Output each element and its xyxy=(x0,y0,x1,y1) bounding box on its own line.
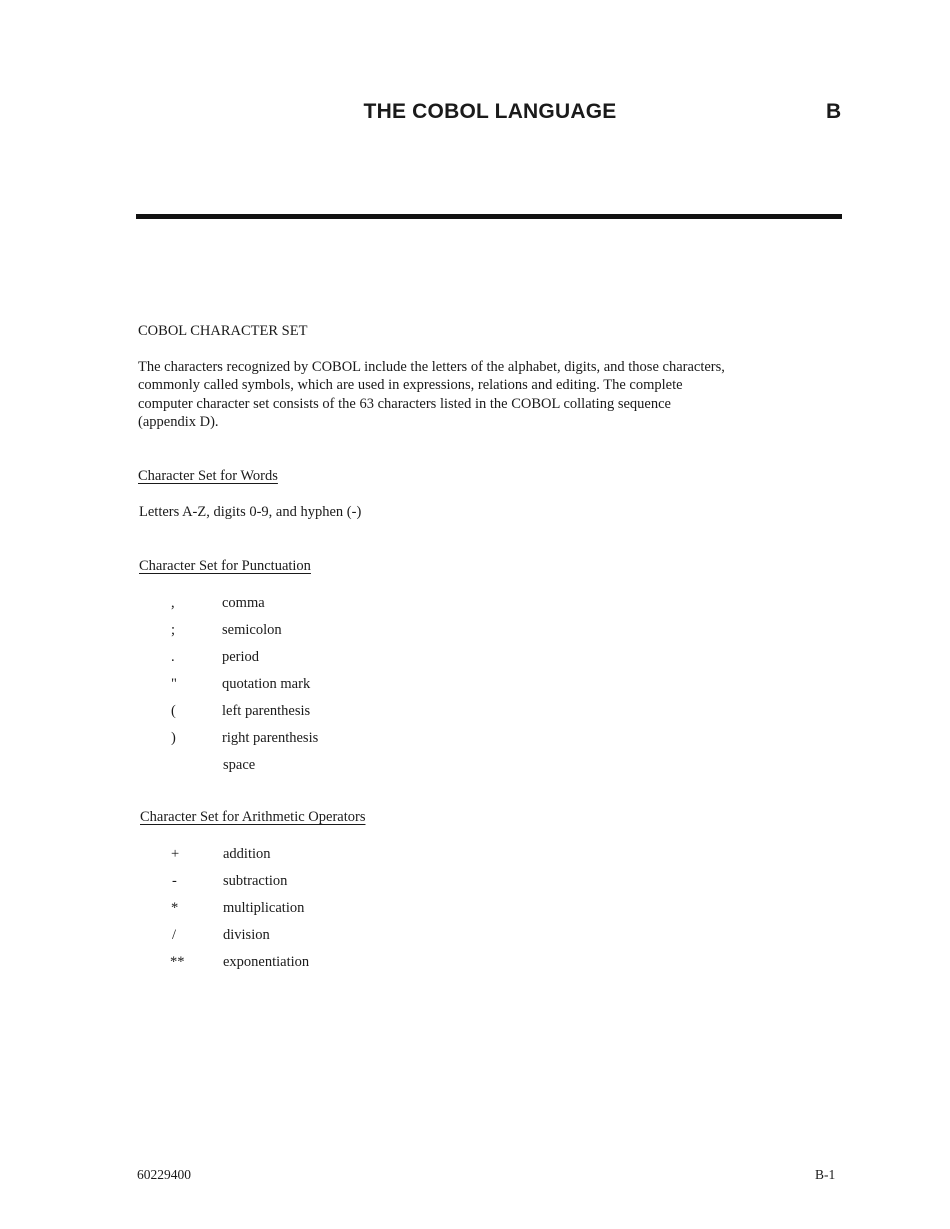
symbol: + xyxy=(171,846,180,862)
symbol-name: space xyxy=(223,757,256,773)
intro-paragraph xyxy=(138,358,868,431)
symbol: " xyxy=(171,676,177,692)
symbol-name: exponentiation xyxy=(223,954,310,970)
symbol: - xyxy=(172,873,177,889)
symbol-name: quotation mark xyxy=(222,676,311,692)
symbol-name: comma xyxy=(222,595,265,611)
symbol-name: addition xyxy=(223,846,271,862)
words-text: Letters A-Z, digits 0-9, and hyphen (-) xyxy=(139,504,362,520)
appendix-letter: B xyxy=(826,100,842,123)
page-number: B-1 xyxy=(815,1167,836,1182)
symbol: ; xyxy=(171,622,176,638)
symbol-name: subtraction xyxy=(223,873,288,889)
symbol: , xyxy=(171,595,175,611)
words-heading: Character Set for Words xyxy=(138,468,278,484)
document-number: 60229400 xyxy=(137,1167,191,1182)
symbol-name: division xyxy=(223,927,270,943)
section-heading: COBOL CHARACTER SET xyxy=(138,323,308,339)
paragraph-line: The characters recognized by COBOL include the letters of the alphabet, digits, and those characters, xyxy=(138,359,725,375)
page-title: THE COBOL LANGUAGE xyxy=(363,100,617,123)
arithmetic-heading: Character Set for Arithmetic Operators xyxy=(140,809,366,825)
symbol: * xyxy=(171,900,179,916)
symbol-name: left parenthesis xyxy=(222,703,311,719)
symbol-name: multiplication xyxy=(223,900,305,916)
symbol: . xyxy=(171,649,175,665)
symbol-name: period xyxy=(222,649,260,665)
header-rule xyxy=(136,214,842,219)
symbol-name: right parenthesis xyxy=(222,730,319,746)
symbol: ) xyxy=(171,730,176,746)
symbol: / xyxy=(172,927,177,943)
symbol: ** xyxy=(170,954,185,970)
symbol-name: semicolon xyxy=(222,622,282,638)
punctuation-heading: Character Set for Punctuation xyxy=(139,558,311,574)
symbol: ( xyxy=(171,703,176,719)
paragraph-line: commonly called symbols, which are used in expressions, relations and editing. The complete xyxy=(138,377,683,394)
paragraph-line: computer character set consists of the 63 characters listed in the COBOL collating sequence xyxy=(138,395,671,412)
paragraph-line: (appendix D). xyxy=(138,413,219,430)
